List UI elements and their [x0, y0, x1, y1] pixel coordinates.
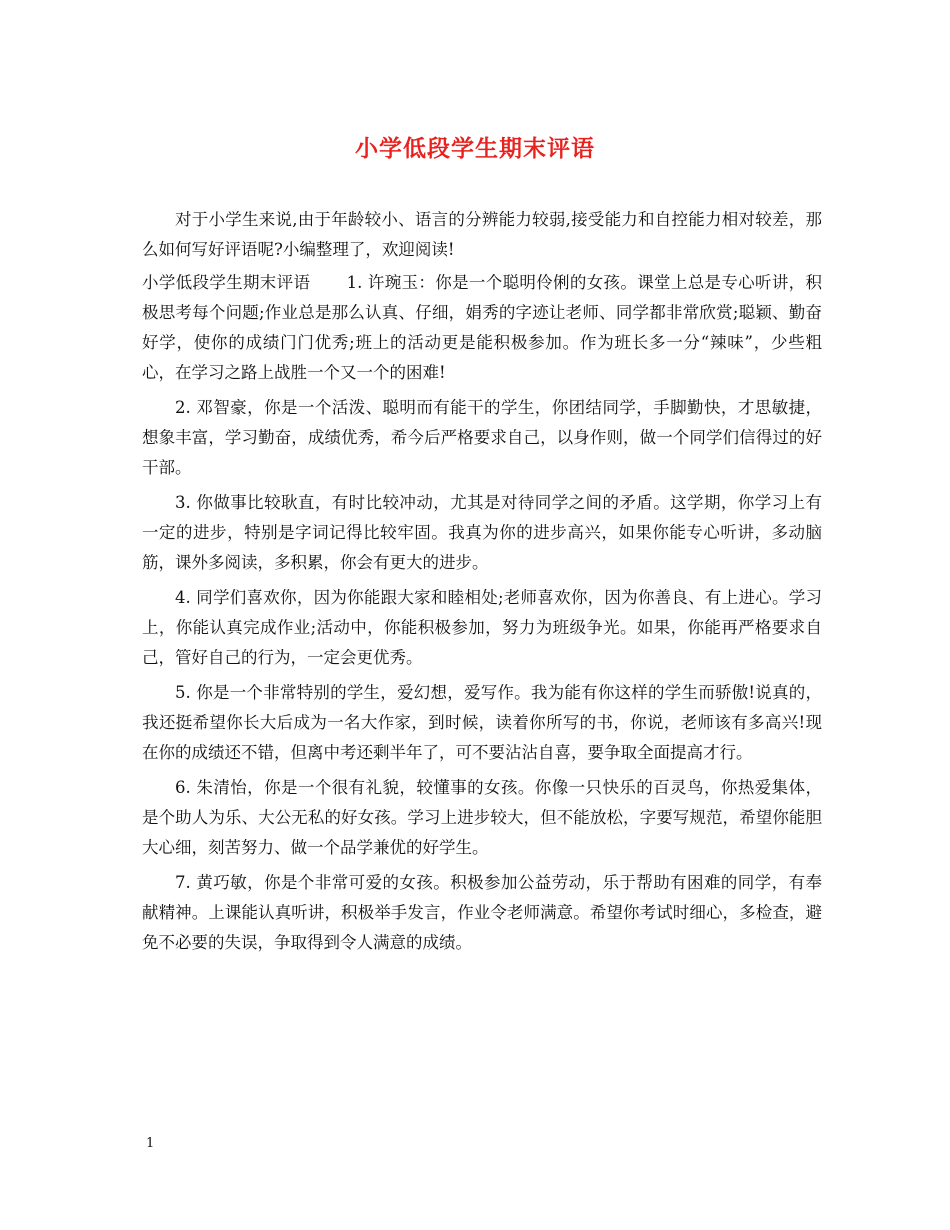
- paragraph-6: 6. 朱清怡，你是一个很有礼貌，较懂事的女孩。你像一只快乐的百灵鸟，你热爱集体，是个助人为乐、大公无私的好女孩。学习上进步较大，但不能放松，字要写规范，希望你能胆大心细，刻苦努力、做一个品学兼优的好学生。: [142, 778, 822, 857]
- paragraph-2: 2. 邓智豪，你是一个活泼、聪明而有能干的学生，你团结同学，手脚勤快，才思敏捷，想象丰富，学习勤奋，成绩优秀，希今后严格要求自己，以身作则，做一个同学们信得过的好干部。: [142, 398, 822, 477]
- document-body: [142, 205, 822, 958]
- intro-paragraph: 对于小学生来说,由于年龄较小、语言的分辨能力较弱,接受能力和自控能力相对较差，那么如何写好评语呢?小编整理了，欢迎阅读!: [142, 210, 822, 259]
- inline-heading: 小学低段学生期末评语: [142, 273, 311, 292]
- paragraph-3: 3. 你做事比较耿直，有时比较冲动，尤其是对待同学之间的矛盾。这学期，你学习上有一定的进步，特别是字词记得比较牢固。我真为你的进步高兴，如果你能专心听讲，多动脑筋，课外多阅读，多积累，你会有更大的进步。: [142, 493, 822, 572]
- paragraph-5: 5. 你是一个非常特别的学生，爱幻想，爱写作。我为能有你这样的学生而骄傲!说真的，我还挺希望你长大后成为一名大作家，到时候，读着你所写的书，你说，老师该有多高兴!现在你的成绩还不错，但离中考还剩半年了，可不要沾沾自喜，要争取全面提高才行。: [142, 683, 822, 762]
- page-title: 小学低段学生期末评语: [355, 135, 595, 162]
- paragraph-1: [142, 268, 822, 388]
- paragraph-7: 7. 黄巧敏，你是个非常可爱的女孩。积极参加公益劳动，乐于帮助有困难的同学，有奉献精神。上课能认真听讲，积极举手发言，作业令老师满意。希望你考试时细心，多检查，避免不必要的失误，争取得到令人满意的成绩。: [142, 873, 822, 952]
- paragraph-4: 4. 同学们喜欢你，因为你能跟大家和睦相处;老师喜欢你，因为你善良、有上进心。学习上，你能认真完成作业;活动中，你能积极参加，努力为班级争光。如果，你能再严格要求自己，管好自己的行为，一定会更优秀。: [142, 588, 822, 667]
- page-number: 1: [146, 1136, 155, 1151]
- comment-text-1: 1. 许琬玉：你是一个聪明伶俐的女孩。课堂上总是专心听讲，积极思考每个问题;作业总是那么认真、仔细，娟秀的字迹让老师、同学都非常欣赏;聪颖、勤奋好学，使你的成绩门门优秀;班上的活动更是能积极参加。作为班长多一分“辣味”，少些粗心，在学习之路上战胜一个又一个的困难!: [142, 273, 823, 382]
